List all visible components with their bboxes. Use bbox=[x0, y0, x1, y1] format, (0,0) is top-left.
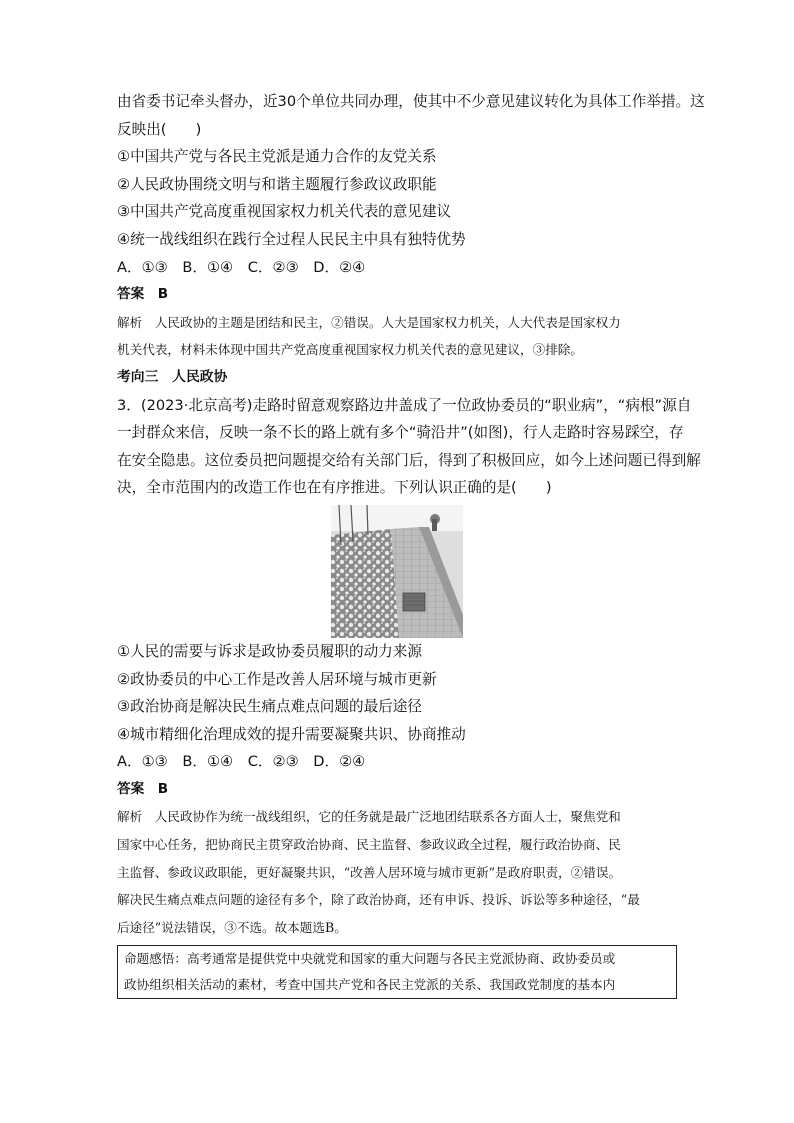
q2-option-1: ①中国共产党与各民主党派是通力合作的友党关系 bbox=[117, 148, 437, 166]
sidewalk-photo-drawing bbox=[331, 505, 463, 638]
q3-explanation-line-2: 国家中心任务，把协商民主贯穿政治协商、民主监督、参政议政全过程，履行政治协商、民 bbox=[117, 837, 621, 853]
sidewalk-photo bbox=[331, 505, 463, 638]
document-page bbox=[117, 88, 705, 999]
q3-explanation-line-1: 解析 人民政协作为统一战线组织，它的任务就是最广泛地团结联系各方面人士，聚焦党和 bbox=[117, 809, 621, 825]
intro-line-1: 由省委书记牵头督办，近30个单位共同办理，使其中不少意见建议转化为具体工作举措。这 bbox=[117, 93, 705, 110]
section-heading: 考向三 人民政协 bbox=[117, 368, 228, 385]
q3-stem-line-4: 决，全市范围内的改造工作也在有序推进。下列认识正确的是( ) bbox=[117, 479, 552, 497]
q2-option-4: ④统一战线组织在践行全过程人民民主中具有独特优势 bbox=[117, 230, 466, 248]
insight-note-box bbox=[117, 945, 677, 999]
q3-explanation-line-5: 后途径”说法错误，③不选。故本题选B。 bbox=[117, 919, 347, 935]
q2-option-3: ③中国共产党高度重视国家权力机关代表的意见建议 bbox=[117, 203, 452, 221]
q2-choices: A．①③ B．①④ C．②③ D．②④ bbox=[117, 258, 366, 276]
q3-option-3: ③政治协商是解决民生痛点难点问题的最后途径 bbox=[117, 698, 422, 716]
q2-explanation-line-1: 解析 人民政协的主题是团结和民主，②错误。人大是国家权力机关，人大代表是国家权力 bbox=[117, 314, 621, 330]
q3-option-4: ④城市精细化治理成效的提升需要凝聚共识、协商推动 bbox=[117, 725, 466, 743]
q2-explanation-line-2: 机关代表，材料未体现中国共产党高度重视国家权力机关代表的意见建议，③排除。 bbox=[117, 342, 583, 358]
insight-note-line-2: 政协组织相关活动的素材，考查中国共产党和各民主党派的关系、我国政党制度的基本内 bbox=[124, 977, 616, 993]
q3-explanation-line-3: 主监督、参政议政职能，更好凝聚共识，“改善人居环境与城市更新”是政府职责，②错误。 bbox=[117, 864, 622, 880]
q3-option-1: ①人民的需要与诉求是政协委员履职的动力来源 bbox=[117, 642, 422, 660]
q3-option-2: ②政协委员的中心工作是改善人居环境与城市更新 bbox=[117, 670, 437, 688]
insight-note-line-1: 命题感悟：高考通常是提供党中央就党和国家的重大问题与各民主党派协商、政协委员或 bbox=[124, 951, 616, 967]
q3-stem-line-2: 一封群众来信，反映一条不长的路上就有多个“骑沿井”(如图)，行人走路时容易踩空，存 bbox=[117, 424, 684, 442]
q3-answer: 答案 B bbox=[117, 780, 169, 797]
q3-stem-line-3: 在安全隐患。这位委员把问题提交给有关部门后，得到了积极回应，如今上述问题已得到解 bbox=[117, 451, 701, 469]
q3-explanation-line-4: 解决民生痛点难点问题的途径有多个，除了政治协商，还有申诉、投诉、诉讼等多种途径，“最 bbox=[117, 892, 640, 908]
q3-choices: A．①③ B．①④ C．②③ D．②④ bbox=[117, 753, 366, 771]
intro-line-2: 反映出( ) bbox=[117, 120, 202, 138]
q2-answer: 答案 B bbox=[117, 286, 169, 303]
q3-stem-line-1: 3．(2023·北京高考)走路时留意观察路边井盖成了一位政协委员的“职业病”，“病根”源自 bbox=[117, 396, 692, 414]
q2-option-2: ②人民政协围绕文明与和谐主题履行参政议政职能 bbox=[117, 175, 437, 193]
